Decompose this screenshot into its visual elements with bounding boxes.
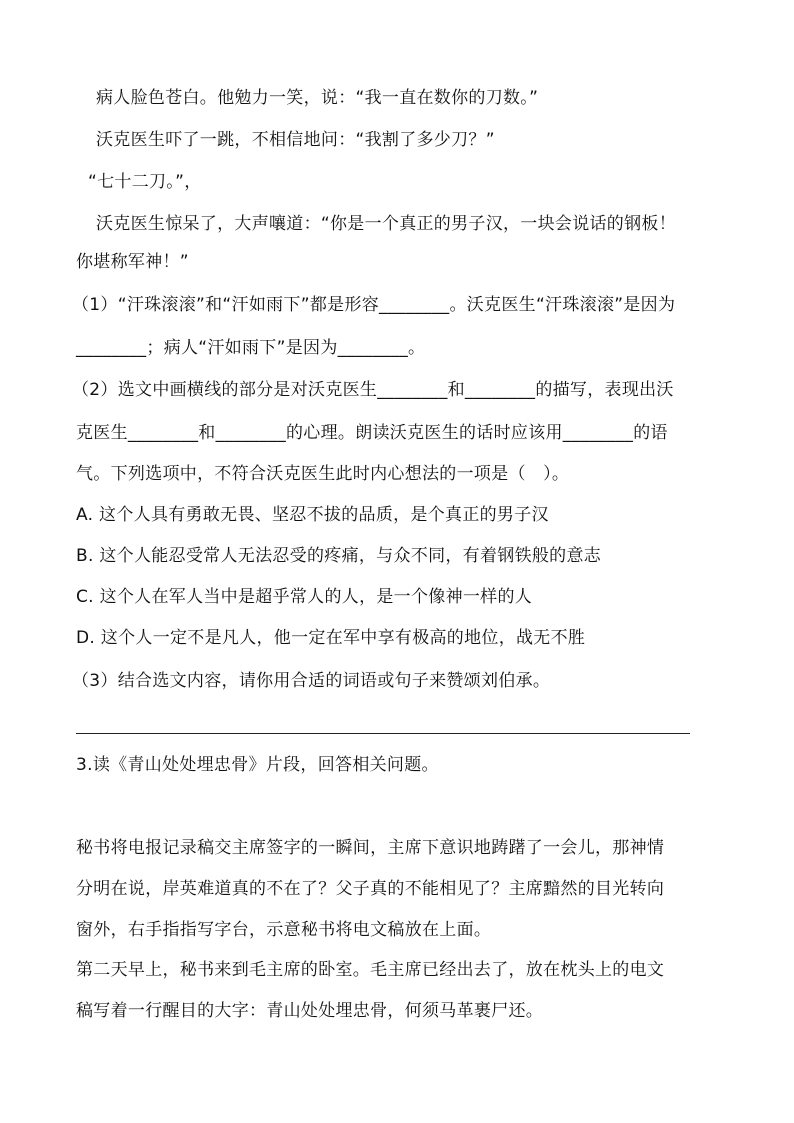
passage-line-1: 秘书将电报记录稿交主席签字的一瞬间，主席下意识地踌躇了一会儿，那神情	[76, 838, 665, 858]
question-1-line-1: （1）“汗珠滚滚”和“汗如雨下”都是形容________。沃克医生“汗珠滚滚”是因为	[72, 295, 676, 315]
question-2-line-1: （2）选文中画横线的部分是对沃克医生________和________的描写，表现出沃	[72, 380, 674, 400]
answer-line	[76, 733, 690, 734]
question-2-line-2: 克医生________和________的心理。朗读沃克医生的话时应该用________的语	[76, 423, 668, 443]
option-a: A. 这个人具有勇敢无畏、坚忍不拔的品质，是个真正的男子汉	[76, 505, 549, 525]
text-line-3: “七十二刀。”，	[88, 172, 202, 192]
section-3-heading: 3.读《青山处处埋忠骨》片段，回答相关问题。	[76, 755, 439, 775]
text-line-1: 病人脸色苍白。他勉力一笑，说：“我一直在数你的刀数。”	[96, 88, 539, 108]
text-line-5: 你堪称军神！”	[76, 252, 189, 272]
option-d: D. 这个人一定不是凡人，他一定在军中享有极高的地位，战无不胜	[76, 628, 586, 648]
option-c: C. 这个人在军人当中是超乎常人的人，是一个像神一样的人	[76, 587, 533, 607]
passage-line-2: 分明在说，岸英难道真的不在了？父子真的不能相见了？主席黯然的目光转向	[76, 879, 665, 899]
option-b: B. 这个人能忍受常人无法忍受的疼痛，与众不同，有着钢铁般的意志	[76, 546, 602, 566]
question-2-line-3: 气。下列选项中，不符合沃克医生此时内心想法的一项是（ ）。	[76, 464, 570, 484]
question-1-line-2: ________；病人“汗如雨下”是因为________。	[76, 338, 426, 358]
passage-line-4: 第二天早上，秘书来到毛主席的卧室。毛主席已经出去了，放在枕头上的电文	[76, 960, 665, 980]
text-line-4: 沃克医生惊呆了，大声嚷道：“你是一个真正的男子汉，一块会说话的钢板！	[96, 214, 677, 234]
question-3: （3）结合选文内容，请你用合适的词语或句子来赞颂刘伯承。	[72, 671, 551, 691]
passage-line-3: 窗外，右手指指写字台，示意秘书将电文稿放在上面。	[76, 920, 492, 940]
passage-line-5: 稿写着一行醒目的大字：青山处处埋忠骨，何须马革裹尸还。	[76, 1001, 544, 1021]
text-line-2: 沃克医生吓了一跳，不相信地问：“我割了多少刀？”	[96, 130, 495, 150]
